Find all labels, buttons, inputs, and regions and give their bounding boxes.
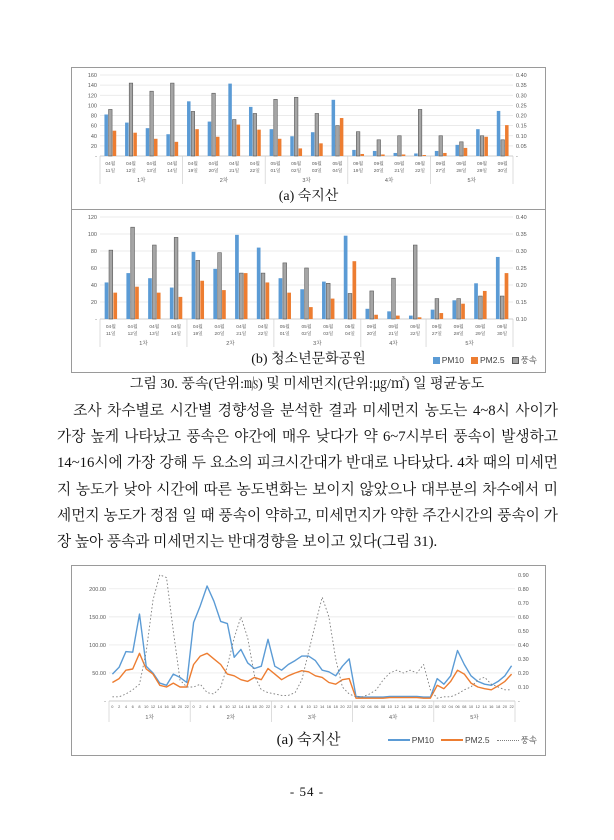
svg-text:08: 08 bbox=[380, 704, 386, 709]
chart-c-caption: (a) 숙지산 bbox=[276, 732, 341, 748]
figure30-chart-b-box bbox=[71, 209, 546, 373]
svg-text:80: 80 bbox=[90, 249, 97, 255]
svg-text:0.25: 0.25 bbox=[516, 266, 527, 272]
body-paragraph: 조사 차수별로 시간별 경향성을 분석한 결과 미세먼지 농도는 4~8시 사이가 가장 높게 나타났고 풍속은 야간에 매우 낮다가 약 6~7시부터 풍속이 발생하고 14~16시에 가장 강해 두 요소의 피크시간대가 반대로 나타났다. 4차 때의 미세먼지 농도가 낮아 시간에 따른 농도변화는 보이지 않았으나 대부분의 차수에서 미세먼지 농도가 정점 일 때 풍속이 약하고, 미세먼지가 약한 주간시간의 풍속이 가장 높아 풍속과 미세먼지는 반대경향을 보이고 있다(그림 31). bbox=[57, 403, 558, 551]
svg-text:09월: 09월 bbox=[373, 162, 384, 167]
svg-text:22: 22 bbox=[347, 704, 352, 709]
svg-text:09월: 09월 bbox=[456, 162, 467, 167]
svg-text:16: 16 bbox=[407, 704, 413, 709]
svg-text:0.40: 0.40 bbox=[516, 215, 527, 221]
svg-text:0.80: 0.80 bbox=[518, 586, 529, 593]
svg-text:04월: 04월 bbox=[214, 325, 225, 330]
svg-text:14: 14 bbox=[319, 704, 325, 709]
svg-text:0.35: 0.35 bbox=[516, 83, 527, 90]
svg-text:0.20: 0.20 bbox=[516, 113, 527, 120]
svg-text:0.25: 0.25 bbox=[516, 103, 527, 110]
svg-text:16: 16 bbox=[326, 704, 332, 709]
svg-text:40: 40 bbox=[90, 283, 97, 289]
svg-text:04월: 04월 bbox=[208, 162, 219, 167]
pm25-swatch-icon bbox=[471, 357, 478, 364]
svg-text:05월: 05월 bbox=[301, 325, 312, 330]
svg-text:05월: 05월 bbox=[270, 162, 281, 167]
chart-a-caption: (a) 숙지산 bbox=[278, 189, 339, 204]
svg-text:4: 4 bbox=[287, 704, 290, 709]
svg-text:05월: 05월 bbox=[332, 162, 343, 167]
svg-text:20일: 20일 bbox=[208, 169, 219, 174]
svg-text:0.10: 0.10 bbox=[516, 133, 527, 140]
legend-item-wind bbox=[512, 350, 537, 370]
svg-text:14: 14 bbox=[401, 704, 406, 709]
svg-text:14: 14 bbox=[157, 704, 162, 709]
svg-text:14일: 14일 bbox=[167, 169, 178, 174]
svg-text:2: 2 bbox=[199, 704, 202, 709]
svg-text:22일: 22일 bbox=[415, 169, 426, 174]
svg-text:10: 10 bbox=[387, 704, 392, 709]
figure30-chart-a-box bbox=[71, 67, 546, 210]
svg-text:20: 20 bbox=[90, 300, 97, 306]
svg-text:18: 18 bbox=[333, 704, 338, 709]
wind-swatch-icon bbox=[512, 357, 519, 364]
legend-item-pm25 bbox=[441, 728, 490, 752]
svg-text:11일: 11일 bbox=[106, 332, 116, 337]
svg-text:12일: 12일 bbox=[125, 169, 136, 174]
svg-text:09월: 09월 bbox=[453, 325, 464, 330]
svg-text:-: - bbox=[95, 317, 97, 323]
svg-text:05월: 05월 bbox=[311, 162, 322, 167]
svg-text:09월: 09월 bbox=[353, 162, 364, 167]
svg-text:09월: 09월 bbox=[477, 162, 488, 167]
svg-text:120: 120 bbox=[87, 215, 97, 221]
svg-text:200.00: 200.00 bbox=[89, 586, 106, 593]
svg-text:04월: 04월 bbox=[236, 325, 247, 330]
svg-text:2: 2 bbox=[118, 704, 121, 709]
svg-text:19일: 19일 bbox=[187, 169, 198, 174]
svg-text:01일: 01일 bbox=[279, 332, 290, 337]
figure31-chart-a-box bbox=[71, 565, 546, 756]
svg-text:16: 16 bbox=[489, 704, 494, 709]
svg-text:100.00: 100.00 bbox=[89, 642, 106, 649]
svg-text:100: 100 bbox=[87, 232, 97, 238]
svg-text:18: 18 bbox=[171, 704, 176, 709]
page-number: - 54 - bbox=[289, 784, 325, 799]
svg-text:04월: 04월 bbox=[125, 162, 136, 167]
svg-text:09월: 09월 bbox=[366, 325, 377, 330]
svg-text:2차: 2차 bbox=[226, 715, 235, 721]
svg-text:13일: 13일 bbox=[149, 332, 160, 337]
svg-text:-: - bbox=[516, 154, 518, 160]
legend-label-pm10: PM10 bbox=[411, 735, 434, 745]
pm10-line-swatch-icon bbox=[388, 739, 410, 741]
svg-text:05월: 05월 bbox=[279, 325, 290, 330]
svg-text:04일: 04일 bbox=[332, 169, 343, 174]
svg-text:18: 18 bbox=[414, 704, 420, 709]
svg-text:0.35: 0.35 bbox=[516, 232, 527, 238]
svg-text:-: - bbox=[104, 699, 106, 705]
legend-item-wind bbox=[497, 728, 537, 752]
svg-text:12일: 12일 bbox=[127, 332, 138, 337]
legend-item-pm25 bbox=[471, 350, 505, 370]
svg-text:0.90: 0.90 bbox=[518, 572, 529, 579]
svg-text:04월: 04월 bbox=[105, 162, 116, 167]
svg-text:04월: 04월 bbox=[258, 325, 269, 330]
svg-text:04월: 04월 bbox=[149, 325, 160, 330]
wind-dotted-swatch-icon bbox=[497, 740, 519, 741]
svg-text:04월: 04월 bbox=[249, 162, 260, 167]
svg-text:0.30: 0.30 bbox=[518, 656, 529, 663]
svg-text:3차: 3차 bbox=[307, 715, 317, 721]
svg-text:160: 160 bbox=[87, 73, 97, 79]
svg-text:0.20: 0.20 bbox=[516, 283, 527, 289]
svg-text:29일: 29일 bbox=[477, 169, 488, 174]
svg-text:16: 16 bbox=[164, 704, 169, 709]
svg-text:04월: 04월 bbox=[167, 162, 178, 167]
svg-text:20: 20 bbox=[340, 704, 345, 709]
svg-text:00: 00 bbox=[353, 704, 359, 709]
pm25-line-swatch-icon bbox=[441, 739, 463, 741]
svg-text:12: 12 bbox=[475, 704, 480, 709]
svg-text:1차: 1차 bbox=[145, 715, 154, 721]
svg-text:22: 22 bbox=[428, 704, 433, 709]
svg-text:4: 4 bbox=[206, 704, 209, 709]
svg-text:09월: 09월 bbox=[410, 325, 421, 330]
svg-text:21일: 21일 bbox=[229, 169, 240, 174]
svg-text:8: 8 bbox=[138, 704, 141, 709]
svg-text:0.30: 0.30 bbox=[516, 93, 527, 100]
svg-text:04월: 04월 bbox=[127, 325, 138, 330]
svg-text:0.70: 0.70 bbox=[518, 600, 529, 607]
svg-text:20일: 20일 bbox=[366, 332, 377, 337]
svg-text:10: 10 bbox=[225, 704, 230, 709]
svg-text:80: 80 bbox=[90, 113, 97, 120]
svg-text:04월: 04월 bbox=[187, 162, 198, 167]
svg-text:2: 2 bbox=[280, 704, 283, 709]
svg-text:22: 22 bbox=[265, 704, 271, 709]
svg-text:02일: 02일 bbox=[291, 169, 302, 174]
svg-text:19일: 19일 bbox=[353, 169, 364, 174]
svg-text:120: 120 bbox=[87, 93, 97, 100]
svg-text:140: 140 bbox=[87, 83, 97, 90]
svg-text:60: 60 bbox=[90, 266, 97, 272]
svg-text:20일: 20일 bbox=[214, 332, 225, 337]
line-chart-sukjisan-hourly bbox=[73, 566, 544, 728]
svg-text:6: 6 bbox=[131, 704, 134, 709]
legend-label-wind: 풍속 bbox=[520, 355, 537, 365]
svg-text:0.60: 0.60 bbox=[518, 614, 529, 621]
legend-label-pm25: PM2.5 bbox=[464, 735, 490, 745]
svg-text:10: 10 bbox=[468, 704, 474, 709]
svg-text:4: 4 bbox=[124, 704, 128, 709]
svg-text:06: 06 bbox=[374, 704, 379, 709]
svg-text:13일: 13일 bbox=[146, 169, 157, 174]
svg-text:27일: 27일 bbox=[435, 169, 446, 174]
svg-text:1차: 1차 bbox=[137, 178, 146, 184]
svg-text:19일: 19일 bbox=[192, 332, 203, 337]
legend-label-pm25: PM2.5 bbox=[479, 355, 505, 365]
svg-text:08: 08 bbox=[462, 704, 467, 709]
svg-text:0.10: 0.10 bbox=[516, 317, 527, 323]
svg-text:5차: 5차 bbox=[465, 341, 474, 347]
svg-text:22일: 22일 bbox=[410, 332, 421, 337]
svg-text:2차: 2차 bbox=[219, 178, 229, 184]
svg-text:30일: 30일 bbox=[497, 169, 508, 174]
svg-text:12: 12 bbox=[232, 704, 237, 709]
svg-text:8: 8 bbox=[219, 704, 222, 709]
svg-text:04: 04 bbox=[448, 704, 453, 709]
svg-text:4차: 4차 bbox=[389, 341, 398, 347]
svg-text:12: 12 bbox=[313, 704, 318, 709]
svg-text:0.20: 0.20 bbox=[518, 670, 529, 677]
svg-text:3차: 3차 bbox=[302, 178, 311, 184]
svg-text:04월: 04월 bbox=[146, 162, 157, 167]
svg-text:50.00: 50.00 bbox=[92, 670, 106, 677]
svg-text:1차: 1차 bbox=[139, 341, 148, 347]
svg-text:28일: 28일 bbox=[456, 169, 467, 174]
legend-item-pm10 bbox=[433, 350, 464, 370]
svg-text:05월: 05월 bbox=[323, 325, 334, 330]
svg-text:05월: 05월 bbox=[344, 325, 355, 330]
svg-text:09월: 09월 bbox=[497, 162, 508, 167]
svg-text:20: 20 bbox=[177, 704, 183, 709]
svg-text:5차: 5차 bbox=[470, 715, 479, 721]
svg-text:18: 18 bbox=[495, 704, 501, 709]
svg-text:40: 40 bbox=[90, 133, 97, 140]
svg-text:04월: 04월 bbox=[171, 325, 182, 330]
svg-text:28일: 28일 bbox=[453, 332, 464, 337]
svg-text:06: 06 bbox=[455, 704, 460, 709]
svg-text:02: 02 bbox=[441, 704, 447, 709]
bar-chart-sukjisan bbox=[73, 68, 544, 187]
svg-text:6: 6 bbox=[293, 704, 297, 709]
svg-text:0.15: 0.15 bbox=[516, 123, 527, 130]
svg-text:14: 14 bbox=[238, 704, 244, 709]
svg-text:12: 12 bbox=[150, 704, 156, 709]
svg-text:04: 04 bbox=[367, 704, 372, 709]
legend-item-pm10 bbox=[388, 728, 434, 752]
svg-text:03일: 03일 bbox=[323, 332, 334, 337]
svg-text:04월: 04월 bbox=[105, 325, 116, 330]
svg-text:09월: 09월 bbox=[388, 325, 399, 330]
legend-label-wind: 풍속 bbox=[520, 735, 537, 745]
svg-text:30일: 30일 bbox=[497, 332, 508, 337]
svg-text:2차: 2차 bbox=[226, 341, 235, 347]
svg-text:100: 100 bbox=[87, 103, 97, 110]
chart-b-legend bbox=[433, 350, 537, 370]
svg-text:0: 0 bbox=[111, 704, 114, 709]
svg-text:20: 20 bbox=[259, 704, 264, 709]
svg-text:0.05: 0.05 bbox=[516, 143, 527, 150]
svg-text:21일: 21일 bbox=[394, 169, 405, 174]
legend-label-pm10: PM10 bbox=[441, 355, 464, 365]
svg-text:04일: 04일 bbox=[344, 332, 355, 337]
svg-text:20: 20 bbox=[90, 143, 97, 150]
bar-chart-youth-culture-park bbox=[73, 210, 544, 350]
svg-text:10: 10 bbox=[306, 704, 311, 709]
svg-text:5차: 5차 bbox=[467, 178, 476, 184]
pm10-swatch-icon bbox=[433, 357, 440, 364]
chart-c-caption-row bbox=[72, 728, 545, 752]
svg-text:11일: 11일 bbox=[105, 169, 116, 174]
svg-text:00: 00 bbox=[435, 704, 440, 709]
svg-text:09월: 09월 bbox=[435, 162, 446, 167]
svg-text:8: 8 bbox=[300, 704, 303, 709]
svg-text:22: 22 bbox=[509, 704, 514, 709]
svg-text:4차: 4차 bbox=[384, 178, 394, 184]
svg-text:22일: 22일 bbox=[249, 169, 260, 174]
svg-text:60: 60 bbox=[90, 123, 97, 130]
svg-text:09월: 09월 bbox=[475, 325, 486, 330]
svg-text:20일: 20일 bbox=[373, 169, 384, 174]
chart-c-legend bbox=[388, 728, 537, 752]
svg-text:04월: 04월 bbox=[192, 325, 203, 330]
svg-text:27일: 27일 bbox=[431, 332, 442, 337]
svg-text:4차: 4차 bbox=[389, 715, 398, 721]
svg-text:-: - bbox=[518, 699, 520, 705]
svg-text:05월: 05월 bbox=[291, 162, 302, 167]
svg-text:12: 12 bbox=[394, 704, 399, 709]
svg-text:09월: 09월 bbox=[497, 325, 508, 330]
svg-text:0.40: 0.40 bbox=[518, 642, 529, 649]
svg-text:09월: 09월 bbox=[394, 162, 405, 167]
svg-text:20: 20 bbox=[421, 704, 426, 709]
chart-b-caption-row bbox=[72, 350, 545, 370]
svg-text:3차: 3차 bbox=[313, 341, 322, 347]
chart-b-caption: (b) 청소년문화공원 bbox=[251, 352, 366, 367]
svg-text:0: 0 bbox=[192, 704, 195, 709]
svg-text:18: 18 bbox=[252, 704, 257, 709]
svg-text:03일: 03일 bbox=[311, 169, 322, 174]
svg-text:0.15: 0.15 bbox=[516, 300, 527, 306]
svg-text:09월: 09월 bbox=[415, 162, 426, 167]
svg-text:14: 14 bbox=[482, 704, 487, 709]
svg-text:01일: 01일 bbox=[270, 169, 281, 174]
svg-text:10: 10 bbox=[144, 704, 149, 709]
svg-text:21일: 21일 bbox=[236, 332, 247, 337]
svg-text:16: 16 bbox=[245, 704, 250, 709]
svg-text:20: 20 bbox=[502, 704, 508, 709]
svg-text:-: - bbox=[95, 154, 97, 160]
svg-text:09월: 09월 bbox=[431, 325, 442, 330]
svg-text:0.30: 0.30 bbox=[516, 249, 527, 255]
svg-text:02: 02 bbox=[360, 704, 365, 709]
svg-text:0.50: 0.50 bbox=[518, 628, 529, 635]
svg-text:29일: 29일 bbox=[475, 332, 486, 337]
svg-text:21일: 21일 bbox=[388, 332, 399, 337]
svg-text:04월: 04월 bbox=[229, 162, 240, 167]
svg-text:22: 22 bbox=[184, 704, 189, 709]
svg-text:0: 0 bbox=[273, 704, 276, 709]
svg-text:22일: 22일 bbox=[258, 332, 269, 337]
svg-text:14일: 14일 bbox=[171, 332, 182, 337]
figure30-caption: 그림 30. 풍속(단위:㎧) 및 미세먼지(단위:㎍/㎥) 일 평균농도 bbox=[129, 377, 485, 392]
svg-text:02일: 02일 bbox=[301, 332, 312, 337]
svg-text:0.10: 0.10 bbox=[518, 684, 529, 691]
svg-text:0.40: 0.40 bbox=[516, 73, 527, 79]
svg-text:6: 6 bbox=[212, 704, 215, 709]
svg-text:150.00: 150.00 bbox=[89, 614, 106, 621]
